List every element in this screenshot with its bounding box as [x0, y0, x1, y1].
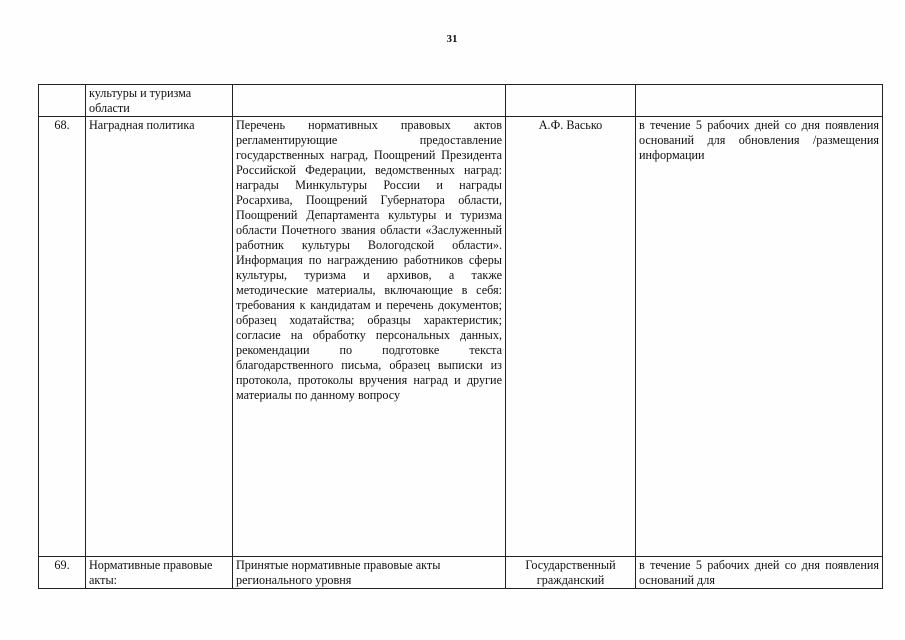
row-term-cell: в течение 5 рабочих дней со дня появления оснований для обновления /размещения информации	[636, 117, 883, 557]
row-term-text: в течение 5 рабочих дней со дня появления оснований для	[639, 558, 879, 587]
row-responsible-cell	[506, 85, 636, 117]
table-row	[39, 85, 883, 117]
table-row	[39, 557, 883, 589]
row-content-cell	[233, 557, 506, 589]
row-term-cell	[636, 85, 883, 117]
row-responsible-cell: А.Ф. Васько	[506, 117, 636, 557]
row-number-text: 69.	[54, 558, 70, 572]
row-number-cell	[39, 85, 86, 117]
row-name-cell: Наградная политика	[86, 117, 233, 557]
row-name-cell	[86, 557, 233, 589]
row-content-cell	[233, 85, 506, 117]
row-content-text: Принятые нормативные правовые акты регионального уровня	[236, 558, 441, 587]
row-name-cell: культуры и туризма области	[86, 85, 233, 117]
document-table	[38, 84, 883, 589]
row-content-cell: Перечень нормативных правовых актов регламентирующие предоставление государственных наград, Поощрений Президента Российской Федерации, ведомственных наград: награды Минкультуры России и награды Росархива, Поощрений Губернатора области, Поощрений Департамента культуры и туризма области Почетного звания области «Заслуженный работник культуры Вологодской области». Информация по награждению работников сферы культуры, туризма и архивов, а также методические материалы, включающие в себя: требования к кандидатам и перечень документов; образец ходатайства; образцы характеристик; согласие на обработку персональных данных, рекомендации по подготовке текста благодарственного письма, образец выписки из протокола, протоколы вручения наград и другие материалы по данному вопросу	[233, 117, 506, 557]
page-number: 31	[446, 33, 458, 45]
row-number-cell	[39, 557, 86, 589]
table-row	[39, 117, 883, 557]
row-number-cell: 68.	[39, 117, 86, 557]
row-term-cell	[636, 557, 883, 589]
row-responsible-cell	[506, 557, 636, 589]
row-name-text: Нормативные правовые акты:	[89, 558, 213, 587]
row-responsible-text: Государственный гражданский	[525, 558, 616, 587]
